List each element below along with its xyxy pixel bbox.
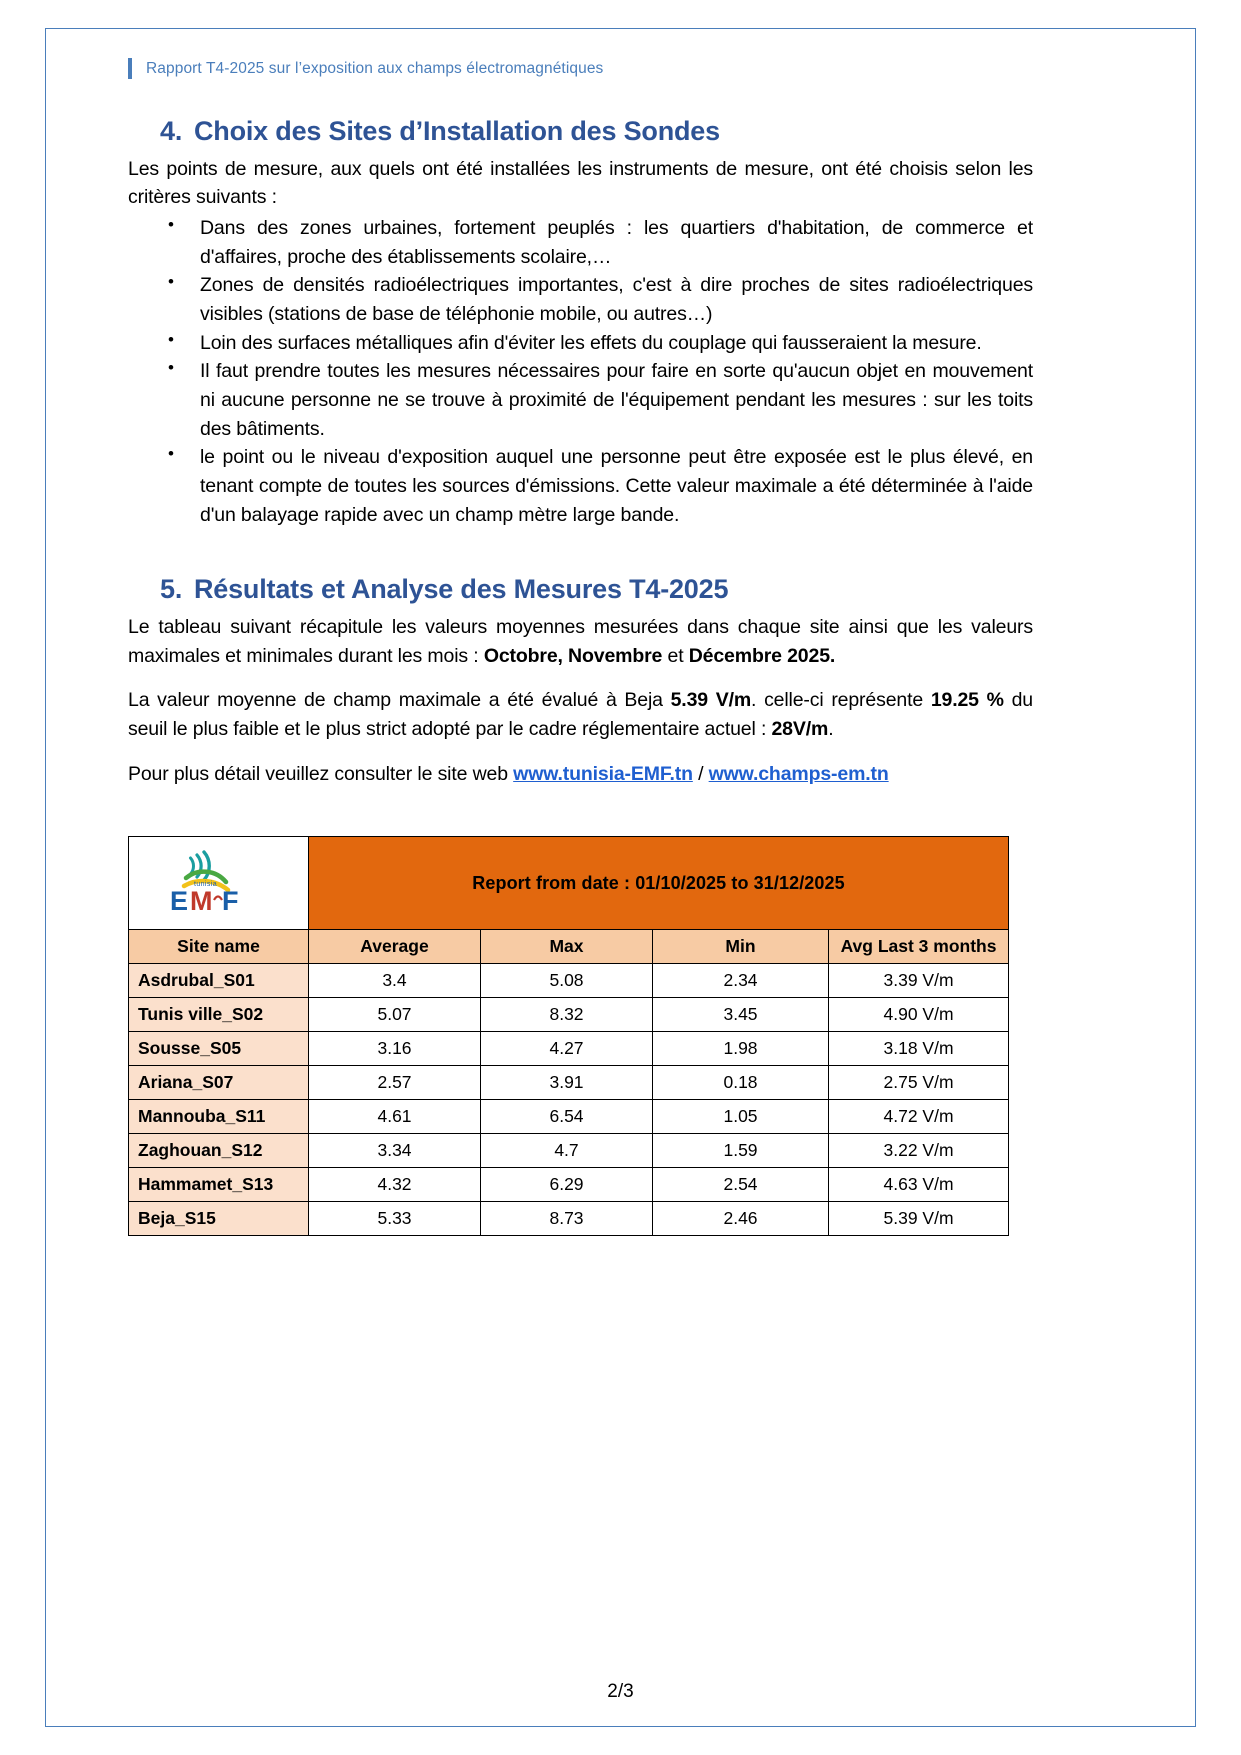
cell-avg-last-3-months: 5.39 V/m (829, 1202, 1009, 1236)
running-header-title: Rapport T4-2025 sur l’exposition aux champs électromagnétiques (146, 59, 604, 77)
cell-max: 8.73 (481, 1202, 653, 1236)
cell-max: 8.32 (481, 998, 653, 1032)
para2-limit-value: 28V/m (771, 718, 829, 740)
section-4-bullet-list (128, 214, 1033, 529)
svg-text:F: F (221, 885, 238, 914)
column-header-avg-last-3-months: Avg Last 3 months (829, 930, 1009, 964)
cell-site-name: Asdrubal_S01 (129, 964, 309, 998)
table-row (129, 964, 1009, 998)
column-header-max: Max (481, 930, 653, 964)
cell-site-name: Mannouba_S11 (129, 1100, 309, 1134)
cell-min: 1.59 (653, 1134, 829, 1168)
tunisia-emf-logo-icon (164, 848, 274, 914)
section-5-paragraph-1 (128, 613, 1033, 670)
section-4-number: 4. (160, 116, 183, 146)
table-row (129, 1168, 1009, 1202)
measurement-results-table (128, 836, 1009, 1236)
para1-text-b: et (662, 644, 689, 667)
header-accent-bar (128, 58, 132, 79)
cell-average: 4.61 (309, 1100, 481, 1134)
cell-avg-last-3-months: 3.18 V/m (829, 1032, 1009, 1066)
section-5-number: 5. (160, 574, 183, 605)
para2-text-a: La valeur moyenne de champ maximale a été évalué à Beja (128, 689, 671, 712)
svg-text:M: M (189, 885, 212, 914)
para2-text-b: . celle-ci représente (751, 689, 931, 712)
cell-max: 4.27 (481, 1032, 653, 1066)
running-header (128, 58, 1033, 79)
section-5-paragraph-2 (128, 686, 1033, 743)
link-separator: / (692, 762, 709, 785)
cell-min: 3.45 (653, 998, 829, 1032)
para3-text-a: Pour plus détail veuillez consulter le site web (128, 762, 514, 785)
cell-max: 4.7 (481, 1134, 653, 1168)
cell-site-name: Sousse_S05 (129, 1032, 309, 1066)
cell-min: 2.34 (653, 964, 829, 998)
cell-max: 3.91 (481, 1066, 653, 1100)
table-report-title: Report from date : 01/10/2025 to 31/12/2025 (309, 837, 1009, 930)
cell-min: 1.98 (653, 1032, 829, 1066)
svg-text:tunisia: tunisia (193, 880, 217, 888)
cell-max: 5.08 (481, 964, 653, 998)
cell-max: 6.54 (481, 1100, 653, 1134)
spacer (128, 529, 1033, 573)
spacer (128, 746, 1033, 760)
cell-site-name: Hammamet_S13 (129, 1168, 309, 1202)
cell-max: 6.29 (481, 1168, 653, 1202)
cell-average: 4.32 (309, 1168, 481, 1202)
link-tunisia-emf[interactable]: www.tunisia-EMF.tn (513, 762, 693, 785)
logo-cell (129, 837, 309, 930)
spacer (128, 672, 1033, 686)
table-row (129, 1032, 1009, 1066)
cell-average: 3.16 (309, 1032, 481, 1066)
link-champs-em[interactable]: www.champs-em.tn (708, 762, 889, 785)
cell-min: 0.18 (653, 1066, 829, 1100)
cell-average: 5.33 (309, 1202, 481, 1236)
cell-site-name: Tunis ville_S02 (129, 998, 309, 1032)
cell-average: 3.34 (309, 1134, 481, 1168)
para1-months-2: Décembre 2025. (688, 644, 836, 667)
para1-months-1: Octobre, Novembre (483, 644, 663, 667)
cell-site-name: Beja_S15 (129, 1202, 309, 1236)
cell-avg-last-3-months: 4.63 V/m (829, 1168, 1009, 1202)
cell-min: 2.46 (653, 1202, 829, 1236)
table-column-headers (129, 930, 1009, 964)
section-5-paragraph-3 (128, 760, 1033, 789)
table-row (129, 1100, 1009, 1134)
cell-average: 2.57 (309, 1066, 481, 1100)
cell-min: 1.05 (653, 1100, 829, 1134)
cell-avg-last-3-months: 3.39 V/m (829, 964, 1009, 998)
page-number: 2/3 (607, 1681, 634, 1702)
section-4-heading (128, 115, 1033, 149)
para2-text-c: du seuil le plus faible et le plus strict adopté par le cadre réglementaire actuel : (128, 689, 1033, 740)
cell-site-name: Ariana_S07 (129, 1066, 309, 1100)
table-row (129, 998, 1009, 1032)
list-item: • Loin des surfaces métalliques afin d'éviter les effets du couplage qui fausseraient la mesure. (128, 329, 1033, 358)
cell-average: 3.4 (309, 964, 481, 998)
para2-max-average-value: 5.39 V/m (670, 689, 752, 712)
table-row (129, 1202, 1009, 1236)
list-item: • le point ou le niveau d'exposition auquel une personne peut être exposée est le plus élevé, en tenant compte de toutes les sources d'émissions. Cette valeur maximale a été déterminée à l'aide d'un balayage rapide avec un champ mètre large bande. (128, 443, 1033, 529)
cell-site-name: Zaghouan_S12 (129, 1134, 309, 1168)
cell-average: 5.07 (309, 998, 481, 1032)
table-title-row (129, 837, 1009, 930)
cell-avg-last-3-months: 2.75 V/m (829, 1066, 1009, 1100)
list-item: • Dans des zones urbaines, fortement peuplés : les quartiers d'habitation, de commerce et d'affaires, proche des établissements scolaire,… (128, 214, 1033, 271)
para2-text-d: . (828, 718, 834, 740)
cell-avg-last-3-months: 4.72 V/m (829, 1100, 1009, 1134)
section-4-intro: Les points de mesure, aux quels ont été installées les instruments de mesure, ont été choisis selon les critères suivants : (128, 157, 1033, 209)
column-header-site-name: Site name (129, 930, 309, 964)
cell-min: 2.54 (653, 1168, 829, 1202)
list-item: • Il faut prendre toutes les mesures nécessaires pour faire en sorte qu'aucun objet en mouvement ni aucune personne ne se trouve à proximité de l'équipement pendant les mesures : sur les toits des bâtiments. (128, 357, 1033, 443)
section-5-title: Résultats et Analyse des Mesures T4-2025 (194, 574, 729, 605)
table-row (129, 1134, 1009, 1168)
column-header-average: Average (309, 930, 481, 964)
svg-text:E: E (169, 885, 188, 914)
section-5-heading (128, 573, 1033, 607)
cell-avg-last-3-months: 3.22 V/m (829, 1134, 1009, 1168)
list-item: • Zones de densités radioélectriques importantes, c'est à dire proches de sites radioélectriques visibles (stations de base de téléphonie mobile, ou autres…) (128, 271, 1033, 328)
table-row (129, 1066, 1009, 1100)
cell-avg-last-3-months: 4.90 V/m (829, 998, 1009, 1032)
page-content (128, 58, 1033, 1236)
para2-percent-value: 19.25 % (930, 689, 1004, 712)
column-header-min: Min (653, 930, 829, 964)
section-4-title: Choix des Sites d’Installation des Sondes (194, 116, 720, 146)
para1-text-a: Le tableau suivant récapitule les valeurs moyennes mesurées dans chaque site ainsi que les valeurs maximales et minimales durant les mois : (128, 616, 1033, 667)
